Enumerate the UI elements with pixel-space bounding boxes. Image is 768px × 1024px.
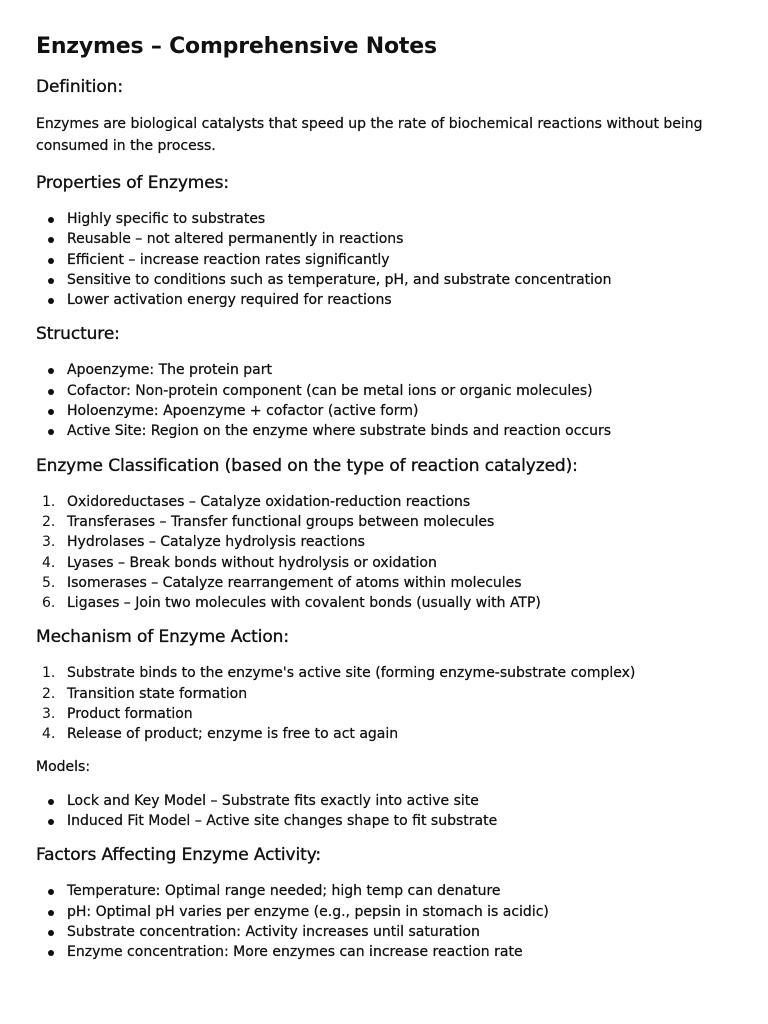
- list-number: 6.: [42, 595, 56, 612]
- definition-heading: Definition:: [36, 77, 123, 97]
- list-item: 3. Hydrolases – Catalyze hydrolysis reactions: [36, 532, 732, 552]
- structure-list: [36, 360, 732, 441]
- list-item: 4. Lyases – Break bonds without hydrolysis or oxidation: [36, 553, 732, 573]
- list-item: 1. Substrate binds to the enzyme's active site (forming enzyme-substrate complex): [36, 663, 732, 683]
- list-item: Lock and Key Model – Substrate fits exactly into active site: [36, 791, 732, 811]
- list-number: 2.: [42, 685, 56, 702]
- models-label: Models:: [36, 758, 91, 775]
- list-number: 4.: [42, 554, 56, 571]
- models-list: [36, 791, 732, 832]
- list-item: pH: Optimal pH varies per enzyme (e.g., pepsin in stomach is acidic): [36, 902, 732, 922]
- mechanism-heading: Mechanism of Enzyme Action:: [36, 627, 289, 648]
- list-item: 4. Release of product; enzyme is free to act again: [36, 724, 732, 744]
- list-item: 2. Transition state formation: [36, 684, 732, 704]
- list-item: Substrate concentration: Activity increases until saturation: [36, 922, 732, 942]
- list-item: Holoenzyme: Apoenzyme + cofactor (active form): [36, 401, 732, 421]
- list-item: Lower activation energy required for reactions: [36, 290, 732, 310]
- properties-heading: Properties of Enzymes:: [36, 173, 230, 193]
- list-number: 3.: [42, 534, 56, 551]
- list-item: 1. Oxidoreductases – Catalyze oxidation-reduction reactions: [36, 492, 732, 512]
- list-item: Cofactor: Non-protein component (can be metal ions or organic molecules): [36, 381, 732, 401]
- list-item: Efficient – increase reaction rates significantly: [36, 250, 732, 270]
- page-title: Enzymes – Comprehensive Notes: [36, 34, 437, 59]
- classification-heading: Enzyme Classification (based on the type of reaction catalyzed):: [36, 455, 578, 476]
- list-item: Reusable – not altered permanently in reactions: [36, 229, 732, 249]
- structure-heading: Structure:: [36, 324, 120, 345]
- list-number: 1.: [42, 665, 56, 682]
- list-number: 2.: [42, 513, 56, 530]
- list-item: Induced Fit Model – Active site changes shape to fit substrate: [36, 811, 732, 831]
- list-item: 5. Isomerases – Catalyze rearrangement of atoms within molecules: [36, 573, 732, 593]
- list-item: 2. Transferases – Transfer functional groups between molecules: [36, 512, 732, 532]
- list-item: Sensitive to conditions such as temperature, pH, and substrate concentration: [36, 270, 732, 290]
- list-number: 3.: [42, 706, 56, 723]
- factors-list: [36, 881, 732, 962]
- properties-list: [36, 209, 732, 310]
- list-number: 1.: [42, 493, 56, 510]
- list-item: 6. Ligases – Join two molecules with covalent bonds (usually with ATP): [36, 593, 732, 613]
- mechanism-list: [36, 663, 732, 744]
- list-item: Active Site: Region on the enzyme where substrate binds and reaction occurs: [36, 421, 732, 441]
- definition-text: Enzymes are biological catalysts that speed up the rate of biochemical reactions without being consumed in the process.: [36, 116, 703, 154]
- list-item: Highly specific to substrates: [36, 209, 732, 229]
- list-item: Enzyme concentration: More enzymes can increase reaction rate: [36, 942, 732, 962]
- classification-list: [36, 492, 732, 614]
- list-number: 5.: [42, 574, 56, 591]
- factors-heading: Factors Affecting Enzyme Activity:: [36, 845, 322, 866]
- list-number: 4.: [42, 726, 56, 743]
- list-item: Apoenzyme: The protein part: [36, 360, 732, 380]
- list-item: 3. Product formation: [36, 704, 732, 724]
- list-item: Temperature: Optimal range needed; high temp can denature: [36, 881, 732, 901]
